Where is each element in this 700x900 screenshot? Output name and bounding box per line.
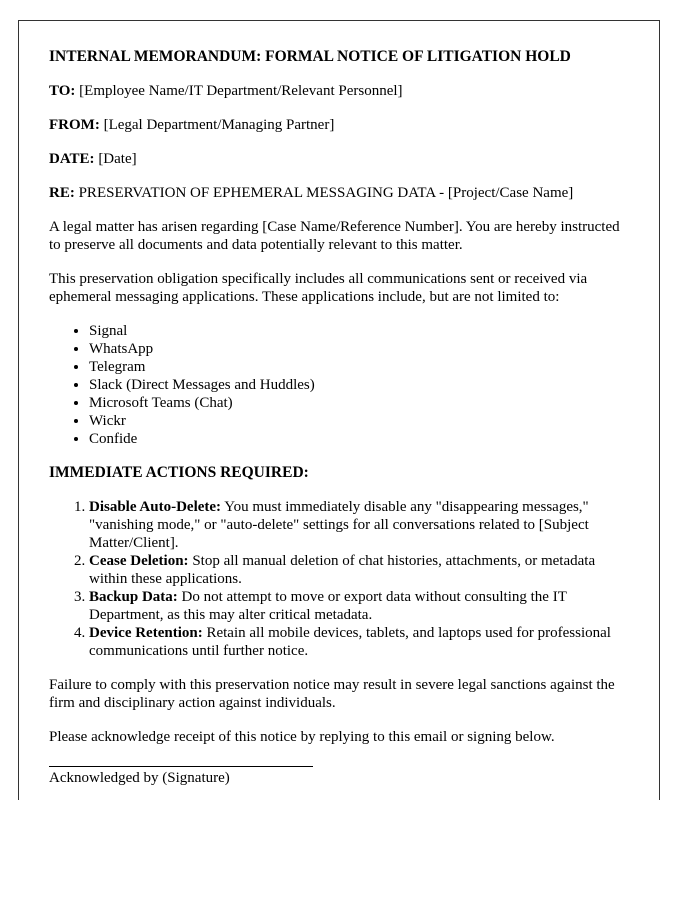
memo-title: INTERNAL MEMORANDUM: FORMAL NOTICE OF LITIGATION HOLD [49, 48, 571, 65]
list-item: • Slack (Direct Messages and Huddles) [89, 376, 634, 394]
action-label: Backup Data: [89, 589, 178, 605]
re-label: RE: [49, 185, 75, 201]
action-label: Cease Deletion: [89, 553, 189, 569]
signature-line [49, 766, 313, 767]
memo-to-field [49, 82, 634, 100]
memo-date-field [49, 150, 634, 168]
list-item: • Confide [89, 430, 634, 448]
to-label: TO: [49, 83, 76, 99]
memo-re-field [49, 184, 634, 202]
intro-paragraph: A legal matter has arisen regarding [Case Name/Reference Number]. You are hereby instructed to preserve all documents and data potentially relevant to this matter. [49, 219, 620, 253]
action-text: Retain all mobile devices, tablets, and laptops used for professional communications until further notice. [89, 625, 611, 659]
to-value: [Employee Name/IT Department/Relevant Personnel] [79, 83, 403, 99]
list-item: • Microsoft Teams (Chat) [89, 394, 634, 412]
action-text: You must immediately disable any "disappearing messages," "vanishing mode," or "auto-delete" settings for all conversations related to [Subject Matter/Client]. [89, 499, 589, 551]
action-label: Device Retention: [89, 625, 203, 641]
list-item: • WhatsApp [89, 340, 634, 358]
signature-label: Acknowledged by (Signature) [49, 770, 230, 786]
list-item: • Signal [89, 322, 634, 340]
memo-page [18, 20, 660, 800]
date-label: DATE: [49, 151, 95, 167]
action-item [89, 552, 634, 588]
action-item [89, 624, 634, 660]
action-label: Disable Auto-Delete: [89, 499, 222, 515]
scope-paragraph: This preservation obligation specifically includes all communications sent or received via ephemeral messaging applications. These applications include, but are not limited to: [49, 271, 588, 305]
action-item [89, 498, 634, 552]
re-value: PRESERVATION OF EPHEMERAL MESSAGING DATA - [Project/Case Name] [78, 185, 574, 201]
action-text: Stop all manual deletion of chat histories, attachments, or metadata within these applications. [89, 553, 596, 587]
actions-list [49, 498, 634, 660]
from-value: [Legal Department/Managing Partner] [103, 117, 335, 133]
list-item: • Telegram [89, 358, 634, 376]
actions-heading: IMMEDIATE ACTIONS REQUIRED: [49, 464, 309, 481]
action-item [89, 588, 634, 624]
memo-content [49, 48, 634, 787]
apps-list [49, 322, 634, 448]
date-value: [Date] [98, 151, 137, 167]
action-text: Do not attempt to move or export data without consulting the IT Department, as this may alter critical metadata. [89, 589, 567, 623]
acknowledge-paragraph: Please acknowledge receipt of this notice by replying to this email or signing below. [49, 729, 555, 745]
list-item: • Wickr [89, 412, 634, 430]
sanctions-paragraph: Failure to comply with this preservation notice may result in severe legal sanctions against the firm and disciplinary action against individuals. [49, 677, 615, 711]
memo-from-field [49, 116, 634, 134]
from-label: FROM: [49, 117, 100, 133]
